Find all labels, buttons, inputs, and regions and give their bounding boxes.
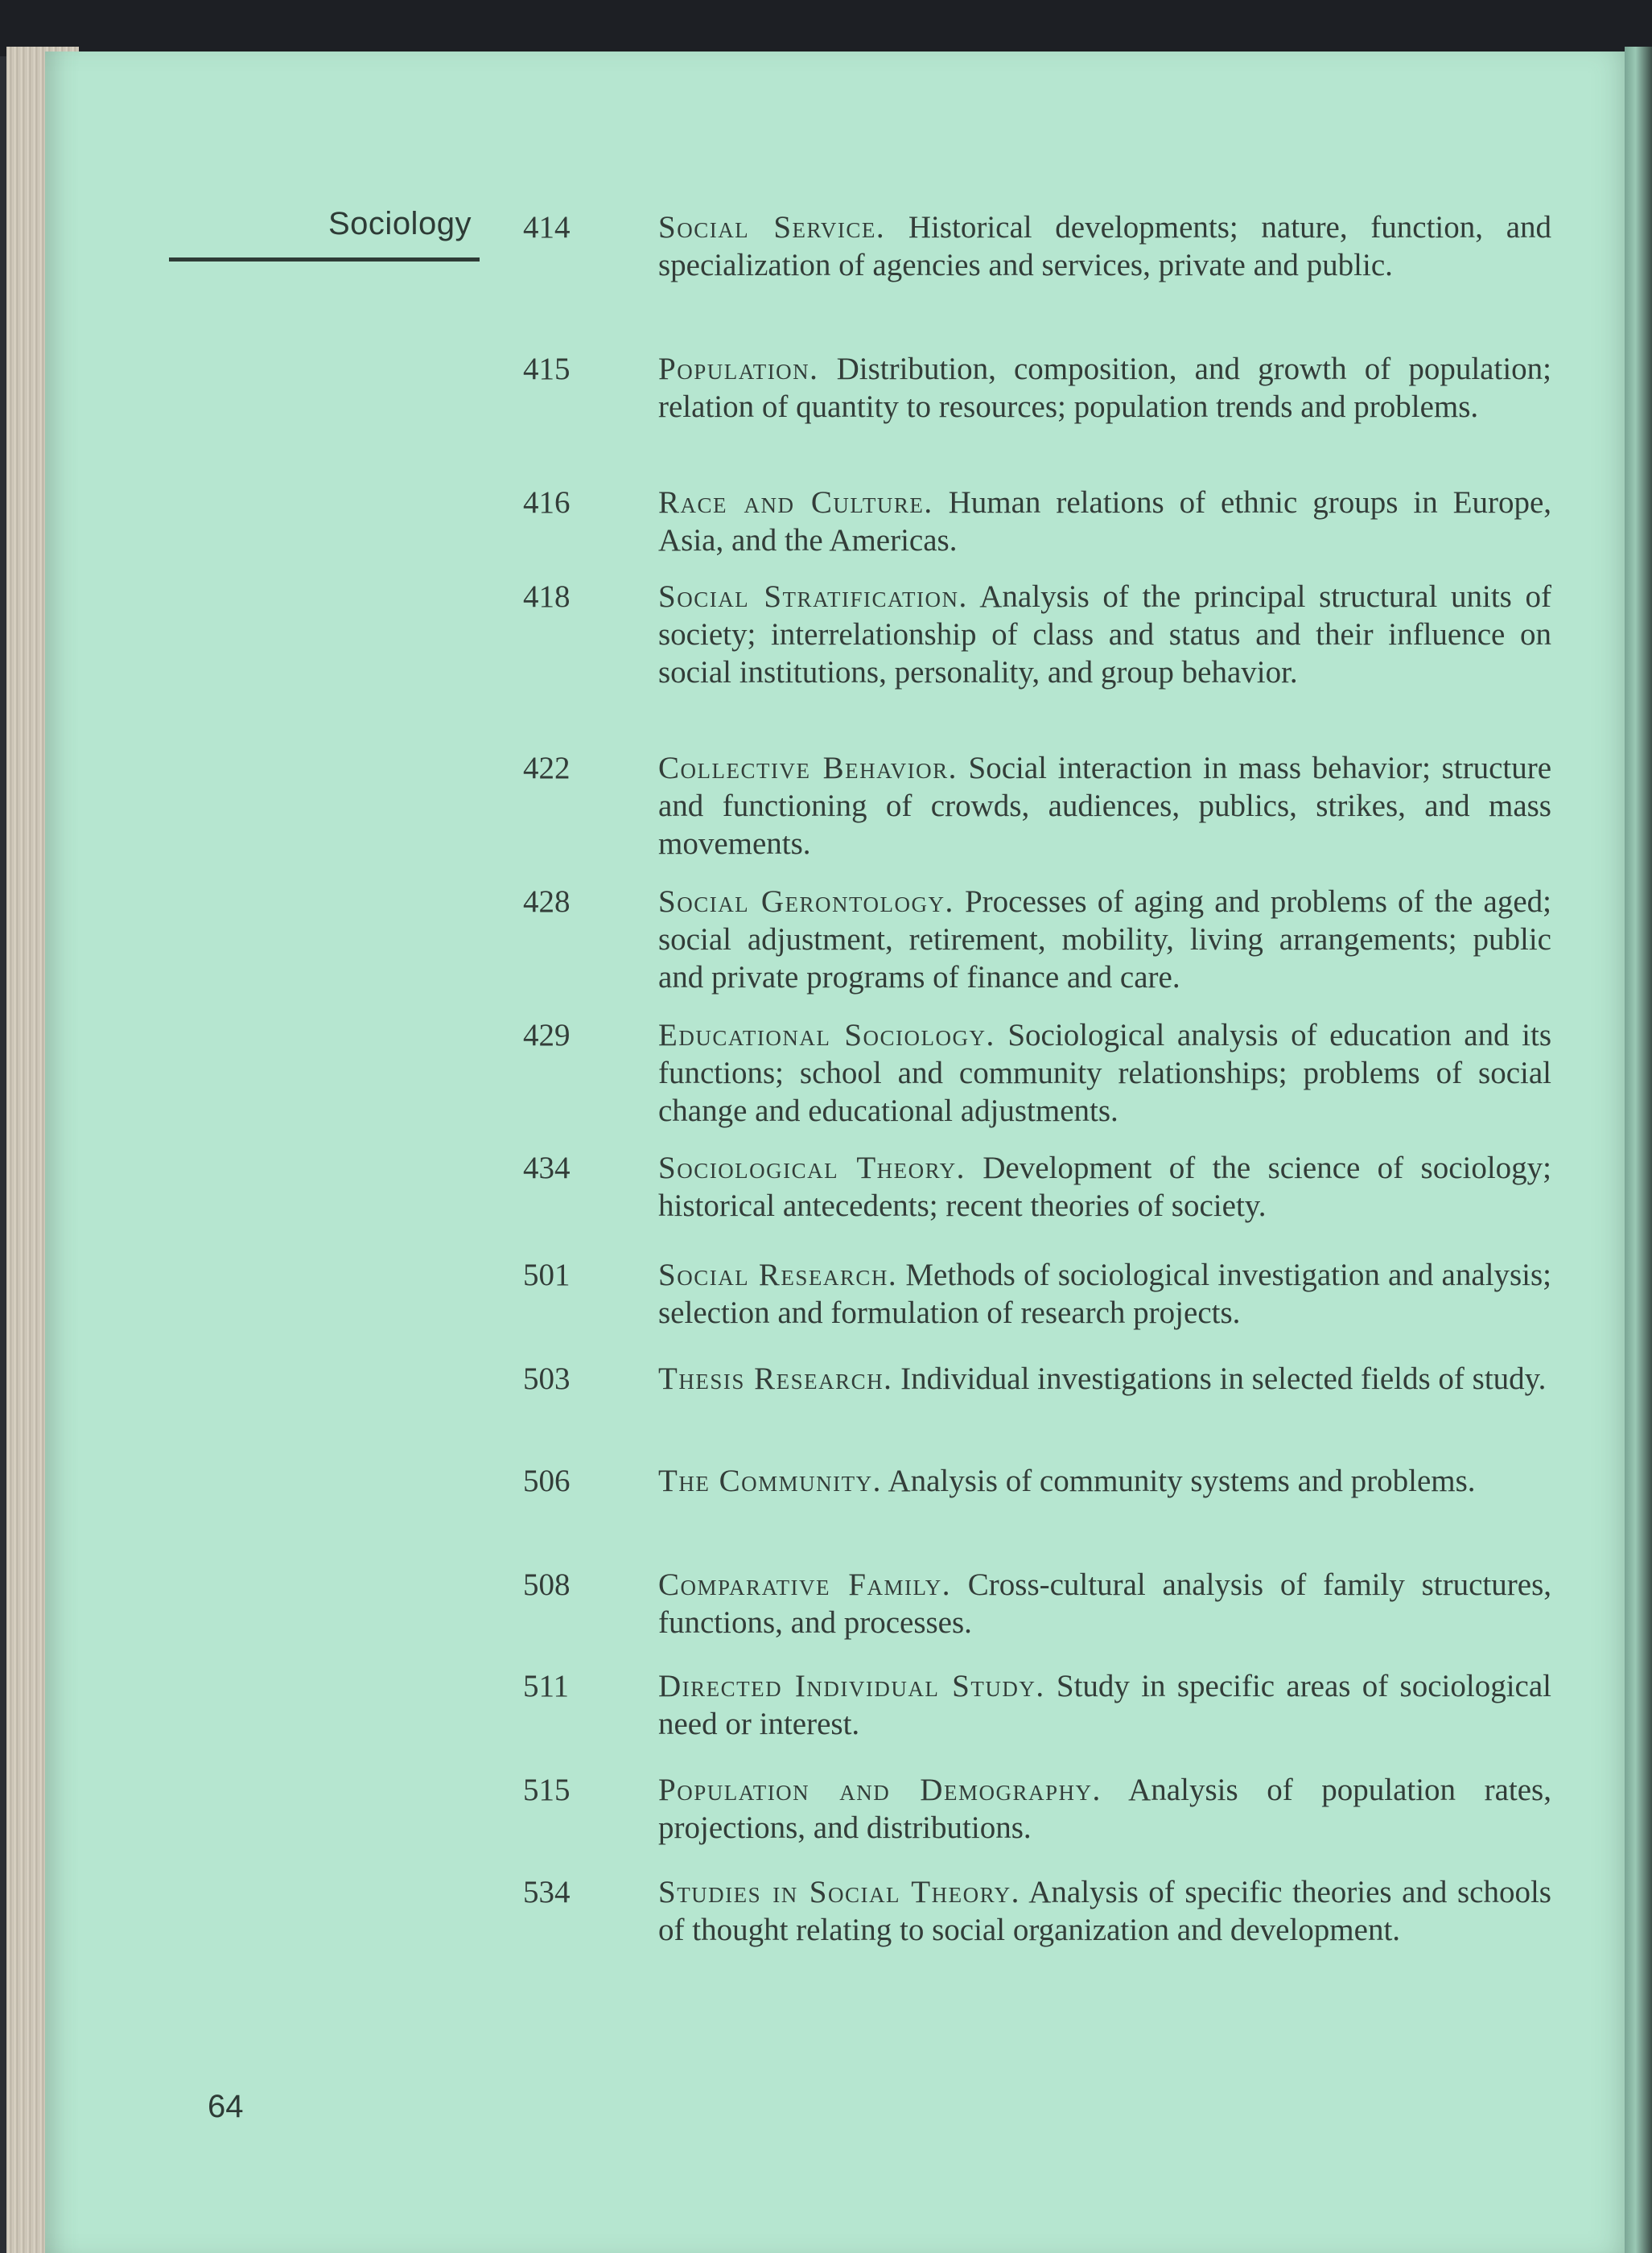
course-description: Cross-cultural analysis of family structures, functions, and processes. [658, 1567, 1551, 1640]
course-entry [523, 1360, 1593, 1398]
course-text [658, 484, 1551, 559]
course-title: Comparative Family. [658, 1567, 952, 1602]
course-description: Distribution, composition, and growth of population; relation of quantity to resources; population trends and problems. [658, 352, 1552, 424]
course-text [658, 1149, 1551, 1225]
course-title: Sociological Theory. [658, 1151, 966, 1185]
course-number: 434 [523, 1151, 571, 1185]
course-title: Social Service. [658, 210, 886, 245]
course-text [658, 350, 1551, 426]
subject-heading: Sociology [328, 206, 472, 241]
course-text [658, 1462, 1551, 1500]
course-number: 414 [523, 210, 571, 245]
course-entry [523, 208, 1593, 284]
course-text [658, 883, 1551, 996]
course-title: Studies in Social Theory. [658, 1875, 1020, 1909]
course-entry [523, 1016, 1593, 1130]
course-number: 418 [523, 579, 571, 614]
course-number: 511 [523, 1669, 570, 1703]
course-number: 534 [523, 1875, 571, 1909]
course-entry [523, 749, 1593, 863]
course-description: Human relations of ethnic groups in Europe, Asia, and the Americas. [658, 485, 1552, 558]
course-entry [523, 578, 1593, 691]
course-entry [523, 1256, 1593, 1332]
facing-page-edge [1625, 47, 1652, 2253]
course-description: Methods of sociological investigation and analysis; selection and formulation of research projects. [658, 1258, 1552, 1330]
course-title: Population and Demography. [658, 1773, 1102, 1807]
course-title: Collective Behavior. [658, 751, 958, 785]
course-entry [523, 1462, 1593, 1500]
course-description: Analysis of the principal structural units of society; interrelationship of class and status and their influence on social institutions, personality, and group behavior. [658, 579, 1551, 690]
course-text [658, 749, 1551, 863]
book-background [0, 0, 1652, 56]
course-description: Historical developments; nature, function, and specialization of agencies and services, private and public. [658, 210, 1552, 282]
course-description: Individual investigations in selected fields of study. [900, 1361, 1547, 1396]
course-title: Population. [658, 352, 819, 386]
course-text [658, 1667, 1551, 1743]
course-title: Educational Sociology. [658, 1018, 995, 1052]
heading-rule [169, 257, 480, 262]
course-title: Social Gerontology. [658, 884, 954, 919]
course-text [658, 578, 1551, 691]
course-title: Directed Individual Study. [658, 1669, 1045, 1703]
course-text [658, 1256, 1551, 1332]
course-entry [523, 1566, 1593, 1641]
course-entry [523, 1771, 1593, 1847]
course-entry [523, 484, 1593, 559]
course-number: 422 [523, 751, 571, 785]
course-description: Social interaction in mass behavior; structure and functioning of crowds, audiences, publics, strikes, and mass movements. [658, 751, 1552, 861]
course-text [658, 208, 1551, 284]
course-number: 503 [523, 1361, 571, 1396]
course-text [658, 1771, 1551, 1847]
course-entry [523, 1149, 1593, 1225]
course-number: 506 [523, 1464, 571, 1498]
course-description: Development of the science of sociology; historical antecedents; recent theories of society. [658, 1151, 1552, 1223]
course-number: 415 [523, 352, 571, 386]
course-number: 429 [523, 1018, 571, 1052]
course-entry [523, 883, 1593, 996]
course-description: Processes of aging and problems of the aged; social adjustment, retirement, mobility, living arrangements; public and private programs of finance and care. [658, 884, 1551, 995]
course-number: 416 [523, 485, 571, 520]
course-title: Social Stratification. [658, 579, 968, 614]
course-description: Study in specific areas of sociological need or interest. [658, 1669, 1551, 1741]
course-description: Analysis of specific theories and schools of thought relating to social organization and development. [658, 1875, 1551, 1947]
page-number: 64 [208, 2089, 244, 2124]
course-title: Race and Culture. [658, 485, 933, 520]
course-number: 515 [523, 1773, 571, 1807]
course-description: Sociological analysis of education and its functions; school and community relationships; problems of social change and educational adjustments. [658, 1018, 1552, 1128]
course-title: The Community. [658, 1464, 882, 1498]
course-text [658, 1360, 1551, 1398]
course-text [658, 1016, 1551, 1130]
course-entry [523, 1873, 1593, 1949]
course-number: 508 [523, 1567, 571, 1602]
course-text [658, 1566, 1551, 1641]
course-title: Social Research. [658, 1258, 898, 1292]
course-entry [523, 350, 1593, 426]
course-text [658, 1873, 1551, 1949]
course-entry [523, 1667, 1593, 1743]
course-description: Analysis of community systems and problems. [888, 1464, 1476, 1498]
course-number: 428 [523, 884, 571, 919]
course-number: 501 [523, 1258, 571, 1292]
course-title: Thesis Research. [658, 1361, 893, 1396]
course-description: Analysis of population rates, projections, and distributions. [658, 1773, 1551, 1845]
